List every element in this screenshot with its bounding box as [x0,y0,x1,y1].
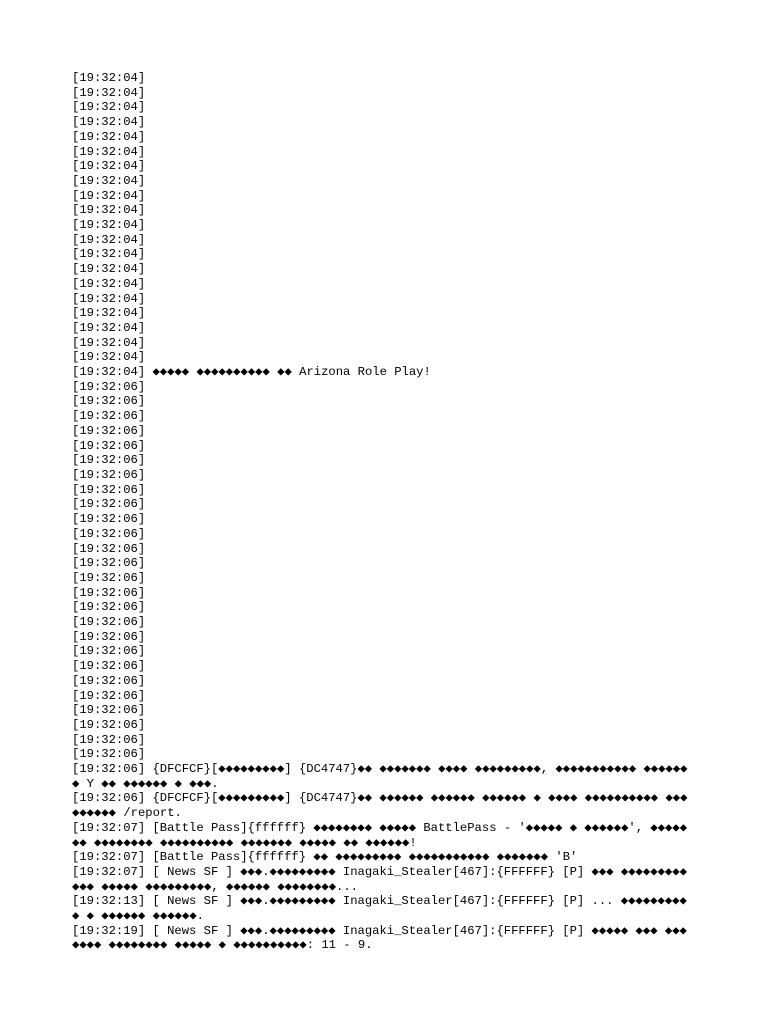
log-line: [19:32:06] [72,467,146,482]
log-line: [19:32:04] [72,85,146,100]
log-line: [19:32:04] [72,335,146,350]
log-line: [19:32:06] [72,747,146,762]
log-line: [19:32:04] [72,100,146,115]
log-line: [19:32:04] [72,262,146,277]
log-line: [19:32:06] [72,438,146,453]
log-line: [19:32:06] [72,732,146,747]
log-line: [19:32:06] [72,409,146,424]
log-line: [19:32:04] [72,144,146,159]
log-line: [19:32:06] [72,688,146,703]
log-line: [19:32:13] [ News SF ] ◆◆◆.◆◆◆◆◆◆◆◆◆ Inagaki_Stealer[467]:{FFFFFF} [P] ... ◆◆◆◆◆◆◆◆◆◆ ◆ ◆◆◆◆◆◆ ◆◆◆◆◆◆. [72,894,687,924]
log-line: [19:32:04] [72,129,146,144]
log-line: [19:32:04] [72,320,146,335]
log-line: [19:32:07] [ News SF ] ◆◆◆.◆◆◆◆◆◆◆◆◆ Inagaki_Stealer[467]:{FFFFFF} [P] ◆◆◆ ◆◆◆◆◆◆◆◆◆◆◆◆ ◆◆◆◆◆ ◆◆◆◆◆◆◆◆◆, ◆◆◆◆◆◆ ◆◆◆◆◆◆◆◆... [72,864,687,894]
log-line: [19:32:06] [72,453,146,468]
log-line: [19:32:07] [Battle Pass]{ffffff} ◆◆◆◆◆◆◆◆ ◆◆◆◆◆ BattlePass - '◆◆◆◆◆ ◆ ◆◆◆◆◆◆', ◆◆◆◆◆◆◆ ◆◆◆◆◆◆◆◆ ◆◆◆◆◆◆◆◆◆◆ ◆◆◆◆◆◆◆ ◆◆◆◆◆ ◆◆ ◆◆◆◆◆◆! [72,820,688,850]
log-line: [19:32:04] [72,71,146,85]
chat-log [72,71,692,953]
log-line: [19:32:06] {DFCFCF}[◆◆◆◆◆◆◆◆◆] {DC4747}◆◆ ◆◆◆◆◆◆ ◆◆◆◆◆◆ ◆◆◆◆◆◆ ◆ ◆◆◆◆ ◆◆◆◆◆◆◆◆◆◆ ◆◆◆◆◆◆◆◆◆ /report. [72,791,688,821]
log-line: [19:32:06] [72,541,146,556]
log-line: [19:32:06] [72,703,146,718]
log-line: [19:32:04] [72,115,146,130]
log-line: [19:32:06] {DFCFCF}[◆◆◆◆◆◆◆◆◆] {DC4747}◆◆ ◆◆◆◆◆◆◆ ◆◆◆◆ ◆◆◆◆◆◆◆◆◆, ◆◆◆◆◆◆◆◆◆◆◆ ◆◆◆◆◆◆◆ Y ◆◆ ◆◆◆◆◆◆ ◆ ◆◆◆. [72,762,688,791]
log-line: [19:32:06] [72,497,146,512]
log-line: [19:32:19] [ News SF ] ◆◆◆.◆◆◆◆◆◆◆◆◆ Inagaki_Stealer[467]:{FFFFFF} [P] ◆◆◆◆◆ ◆◆◆ ◆◆◆◆◆◆◆ ◆◆◆◆◆◆◆◆ ◆◆◆◆◆ ◆ ◆◆◆◆◆◆◆◆◆◆: 11 - 9. [72,923,687,953]
log-line: [19:32:04] [72,276,146,291]
log-line: [19:32:04] ◆◆◆◆◆ ◆◆◆◆◆◆◆◆◆◆ ◆◆ Arizona Role Play! [72,365,431,380]
log-line: [19:32:06] [72,379,146,394]
log-line: [19:32:06] [72,673,146,688]
log-line: [19:32:06] [72,600,146,615]
log-line: [19:32:06] [72,615,146,630]
log-line: [19:32:06] [72,394,146,409]
log-line: [19:32:04] [72,159,146,174]
log-line: [19:32:04] [72,232,146,247]
log-line: [19:32:06] [72,585,146,600]
log-line: [19:32:06] [72,644,146,659]
log-line: [19:32:06] [72,659,146,674]
log-line: [19:32:06] [72,570,146,585]
log-line: [19:32:06] [72,526,146,541]
log-line: [19:32:04] [72,350,146,365]
log-line: [19:32:04] [72,247,146,262]
log-line: [19:32:04] [72,218,146,233]
log-line: [19:32:06] [72,512,146,527]
log-line: [19:32:06] [72,423,146,438]
log-line: [19:32:04] [72,173,146,188]
log-line: [19:32:04] [72,188,146,203]
log-line: [19:32:06] [72,482,146,497]
log-line: [19:32:06] [72,629,146,644]
log-line: [19:32:06] [72,556,146,571]
log-line: [19:32:04] [72,306,146,321]
log-line: [19:32:07] [Battle Pass]{ffffff} ◆◆ ◆◆◆◆◆◆◆◆◆ ◆◆◆◆◆◆◆◆◆◆◆ ◆◆◆◆◆◆◆ 'B' [72,850,578,865]
log-line: [19:32:06] [72,717,146,732]
log-line: [19:32:04] [72,203,146,218]
log-line: [19:32:04] [72,291,146,306]
